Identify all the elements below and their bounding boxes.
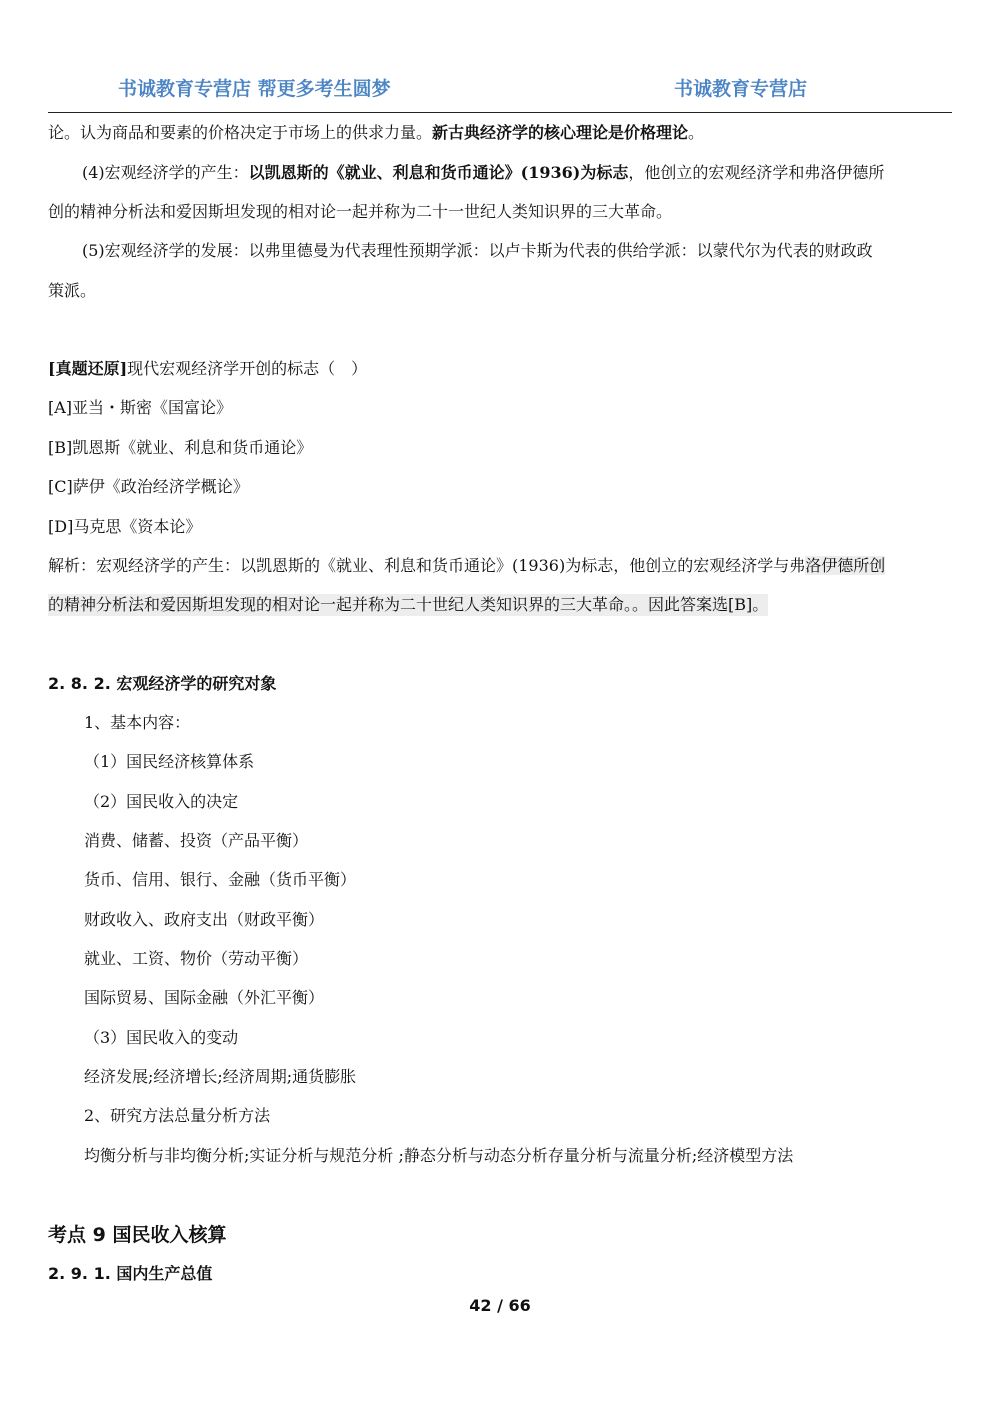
header-left-title: 书诚教育专营店 帮更多考生圆梦 — [118, 78, 391, 100]
paragraph-1 — [48, 122, 704, 144]
list-item: 货币、信用、银行、金融（货币平衡） — [84, 870, 357, 889]
paragraph-1-end: 。 — [688, 123, 705, 142]
list-item: 均衡分析与非均衡分析;实证分析与规范分析 ;静态分析与动态分析存量分析与流量分析;经济模型方法 — [84, 1146, 794, 1165]
analysis-line-2: 的精神分析法和爱因斯坦发现的相对论一起并称为二十世纪人类知识界的三大革命。。因此答案选[B]。 — [48, 595, 769, 614]
list-item: 1、基本内容： — [84, 713, 191, 732]
list-item: 财政收入、政府支出（财政平衡） — [84, 910, 325, 929]
list-item: 国际贸易、国际金融（外汇平衡） — [84, 988, 325, 1007]
paragraph-1-bold: 新古典经济学的核心理论是价格理论 — [432, 123, 689, 142]
paragraph-2-bold: 以凯恩斯的《就业、利息和货币通论》(1936)为标志 — [248, 163, 629, 182]
question-tag: [真题还原] — [48, 359, 128, 378]
paragraph-3-line-1: (5)宏观经济学的发展：以弗里德曼为代表理性预期学派：以卢卡斯为代表的供给学派：以蒙代尔为代表的财政政 — [82, 241, 873, 260]
page-number: 42 / 66 — [469, 1296, 531, 1315]
analysis-text-1b: 洛伊德所创 — [805, 556, 886, 575]
list-item: 消费、储蓄、投资（产品平衡） — [84, 831, 309, 850]
analysis-text-1a: 解析：宏观经济学的产生：以凯恩斯的《就业、利息和货币通论》(1936)为标志，他创立的宏观经济学与弗 — [48, 556, 806, 575]
question-stem — [48, 358, 367, 380]
option-d: [D]马克思《资本论》 — [48, 517, 202, 536]
paragraph-2-rest: ，他创立的宏观经济学和弗洛伊德所 — [628, 163, 885, 182]
paragraph-2-line-2: 创的精神分析法和爱因斯坦发现的相对论一起并称为二十一世纪人类知识界的三大革命。 — [48, 202, 673, 221]
option-b: [B]凯恩斯《就业、利息和货币通论》 — [48, 438, 313, 457]
page-header — [48, 70, 952, 113]
list-item: （3）国民收入的变动 — [84, 1028, 239, 1047]
list-item: 就业、工资、物价（劳动平衡） — [84, 949, 309, 968]
question-stem-text: 现代宏观经济学开创的标志（ ） — [127, 359, 368, 378]
section-heading-2-9-1: 2. 9. 1. 国内生产总值 — [48, 1264, 213, 1283]
header-right-title: 书诚教育专营店 — [674, 78, 808, 100]
section-heading-2-8-2: 2. 8. 2. 宏观经济学的研究对象 — [48, 674, 277, 693]
paragraph-2-prefix: (4)宏观经济学的产生： — [82, 163, 249, 182]
section-heading-kaodian-9: 考点 9 国民收入核算 — [48, 1224, 227, 1246]
option-a: [A]亚当・斯密《国富论》 — [48, 398, 233, 417]
option-c: [C]萨伊《政治经济学概论》 — [48, 477, 249, 496]
list-item: （1）国民经济核算体系 — [84, 752, 255, 771]
paragraph-1-text: 论。认为商品和要素的价格决定于市场上的供求力量。 — [48, 123, 433, 142]
list-item: （2）国民收入的决定 — [84, 792, 239, 811]
analysis-line-1 — [48, 555, 885, 577]
paragraph-2-line-1 — [82, 162, 884, 184]
list-item: 2、研究方法总量分析方法 — [84, 1106, 271, 1125]
list-item: 经济发展;经济增长;经济周期;通货膨胀 — [84, 1067, 357, 1086]
paragraph-3-line-2: 策派。 — [48, 281, 97, 300]
